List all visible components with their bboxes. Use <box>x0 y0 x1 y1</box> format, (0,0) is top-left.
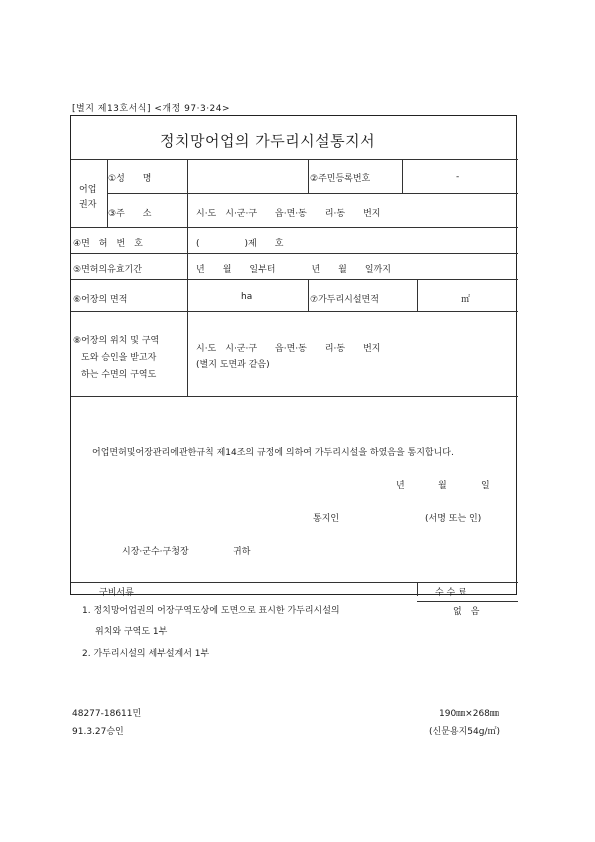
document-item: 위치와 구역도 1부 <box>95 627 168 637</box>
license-validity-value: 년 월 일부터 년 월 일까지 <box>196 265 391 275</box>
zone-label: 하는 수면의 구역도 <box>81 370 157 380</box>
paper-size: 190㎜×268㎜ <box>439 709 499 719</box>
rrn-value: - <box>456 172 460 182</box>
divider <box>187 159 188 396</box>
address-label: ③주 소 <box>108 209 152 219</box>
document-item: 1. 정치망어업권의 어장구역도상에 도면으로 표시한 가두리시설의 <box>82 606 340 616</box>
zone-value-note: (별지 도면과 같음) <box>196 360 270 370</box>
divider <box>417 582 418 596</box>
license-number-label: ④면 허 번 호 <box>73 239 143 249</box>
divider <box>417 279 418 311</box>
license-number-value: ( )제 호 <box>196 239 284 249</box>
divider <box>308 159 309 193</box>
divider <box>71 253 518 254</box>
divider <box>417 601 518 602</box>
date-day: 일 <box>481 481 490 491</box>
notifier-label: 통지인 <box>313 514 340 524</box>
paper-type: (신문용지54g/㎡) <box>429 727 500 737</box>
zone-label: ⑧어장의 위치 및 구역 <box>73 336 160 346</box>
cage-area-unit: ㎡ <box>461 295 471 305</box>
rrn-label: ②주민등록번호 <box>310 174 371 184</box>
recipient: 시장·군수·구청장 <box>122 547 189 557</box>
divider <box>308 279 309 311</box>
cage-area-label: ⑦가두리시설면적 <box>310 295 379 305</box>
divider <box>107 193 518 194</box>
date-month: 월 <box>438 481 447 491</box>
signature-note: (서명 또는 인) <box>425 514 482 524</box>
fishery-area-label: ⑥어장의 면적 <box>73 295 128 305</box>
fishery-area-unit: ha <box>241 292 253 302</box>
address-value: 시·도 시·군·구 읍·면·동 리·동 번지 <box>196 209 381 219</box>
documents-title: 구비서류 <box>99 588 134 598</box>
form-code: 48277-18611민 <box>72 709 142 719</box>
honorific: 귀하 <box>233 547 251 557</box>
date-year: 년 <box>396 481 405 491</box>
document-item: 2. 가두리시설의 세부설계서 1부 <box>82 649 210 659</box>
divider <box>402 159 403 193</box>
name-label: ①성 명 <box>108 174 152 184</box>
divider <box>71 311 518 312</box>
form-reference: [별지 제13호서식] <개정 97·3·24> <box>72 104 231 114</box>
fee-value: 없 음 <box>453 607 480 617</box>
fee-label: 수 수 료 <box>435 588 467 598</box>
notice-statement: 어업면허및어장관리에관한규칙 제14조의 규정에 의하여 가두리시설을 하였음을 통지합니다. <box>92 448 454 458</box>
divider <box>71 159 518 160</box>
zone-value: 시·도 시·군·구 읍·면·동 리·동 번지 <box>196 344 381 354</box>
applicant-group-label: 권자 <box>79 200 97 210</box>
zone-label: 도와 승인을 받고자 <box>81 353 157 363</box>
divider <box>71 582 518 583</box>
divider <box>71 279 518 280</box>
page-title: 정치망어업의 가두리시설통지서 <box>160 132 376 150</box>
applicant-group-label: 어업 <box>79 185 97 195</box>
approval-date: 91.3.27승인 <box>72 727 124 737</box>
divider <box>71 396 518 397</box>
license-validity-label: ⑤면허의유효기간 <box>73 265 142 275</box>
divider <box>71 227 518 228</box>
